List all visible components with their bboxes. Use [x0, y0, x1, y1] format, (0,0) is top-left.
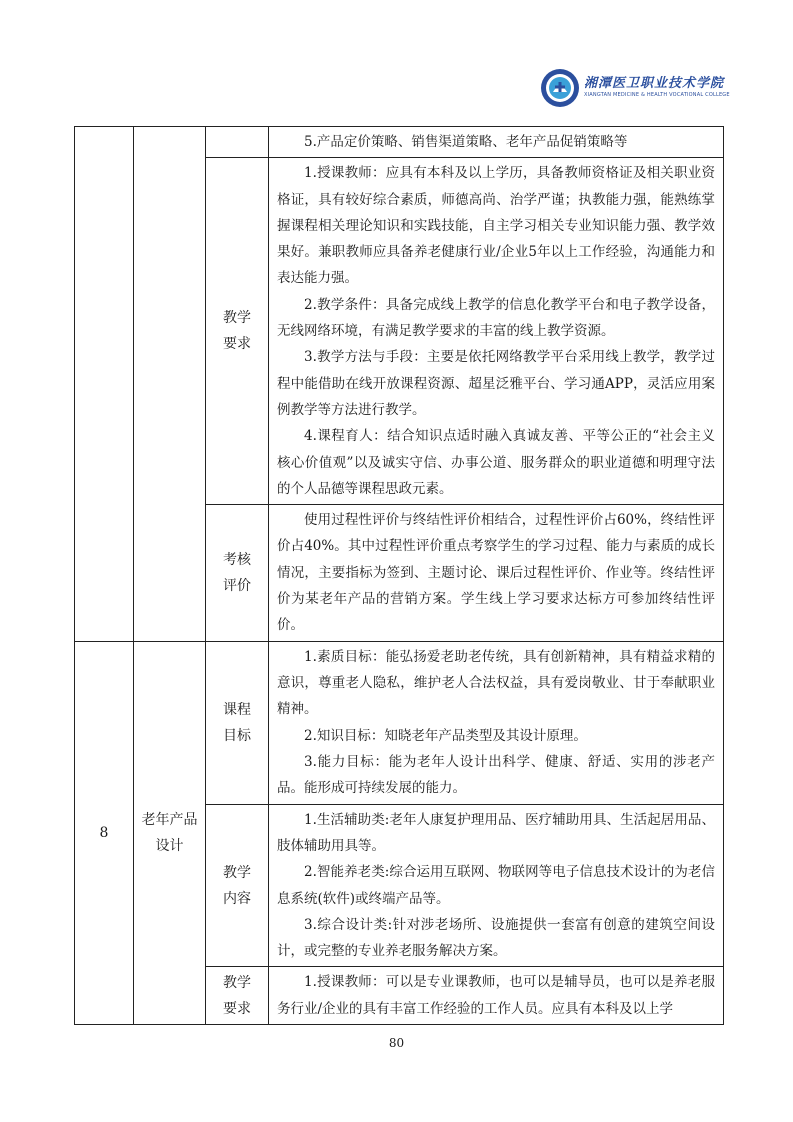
paragraph: 1.生活辅助类:老年人康复护理用品、医疗辅助用具、生活起居用品、肢体辅助用具等。	[277, 811, 715, 854]
paragraph: 1.素质目标：能弘扬爱老助老传统，具有创新精神，具有精益求精的意识，尊重老人隐私，维护老人合法权益，具有爱岗敬业、甘于奉献职业精神。	[277, 648, 715, 718]
course-table	[74, 126, 724, 1025]
content-cell	[269, 804, 724, 967]
course-name-cell	[134, 641, 206, 1025]
paragraph: 2.智能养老类:综合运用互联网、物联网等电子信息技术设计的为老信息系统(软件)或终端产品等。	[277, 864, 715, 907]
category-cell	[206, 967, 269, 1025]
category-label: 内容	[223, 890, 251, 907]
course-name: 老年产品	[141, 812, 198, 829]
table-row	[75, 641, 724, 804]
category-cell	[206, 158, 269, 505]
category-label: 课程	[223, 701, 251, 718]
category-label: 教学	[223, 864, 251, 881]
college-emblem-icon	[540, 68, 580, 108]
paragraph: 使用过程性评价与终结性评价相结合，过程性评价占60%，终结性评价占40%。其中过程性评价重点考察学生的学习过程、能力与素质的成长情况，主要指标为签到、主题讨论、课后过程性评价、作业等。终结性评价为某老年产品的营销方案。学生线上学习要求达标方可参加终结性评价。	[277, 512, 715, 634]
paragraph: 3.教学方法与手段：主要是依托网络教学平台采用线上教学，教学过程中能借助在线开放课程资源、超星泛雅平台、学习通APP，灵活应用案例教学等方法进行教学。	[277, 349, 715, 418]
row-number-cell: 8	[75, 641, 134, 1025]
category-label: 评价	[223, 577, 251, 594]
row-number-cell	[75, 127, 134, 642]
course-name: 设计	[155, 838, 184, 855]
paragraph: 2.教学条件：具备完成线上教学的信息化教学平台和电子教学设备，无线网络环境，有满足教学要求的丰富的线上教学资源。	[277, 296, 715, 340]
paragraph: 2.知识目标：知晓老年产品类型及其设计原理。	[304, 727, 587, 744]
content-cell	[269, 158, 724, 505]
category-label: 考核	[223, 551, 251, 568]
logo-subtitle: XIANGTAN MEDICINE & HEALTH VOCATIONAL COLLEGE	[584, 92, 730, 98]
table-row	[75, 127, 724, 158]
course-name-cell	[134, 127, 206, 642]
college-logo	[536, 68, 730, 112]
category-label: 目标	[223, 727, 251, 744]
category-cell	[206, 127, 269, 158]
content-cell	[269, 967, 724, 1025]
content-cell	[269, 505, 724, 641]
paragraph: 3.综合设计类:针对涉老场所、设施提供一套富有创意的建筑空间设计，或完整的专业养老服务解决方案。	[277, 916, 715, 960]
paragraph: 4.课程育人：结合知识点适时融入真诚友善、平等公正的“社会主义核心价值观”以及诚实守信、办事公道、服务群众的职业道德和明理守法的个人品德等课程思政元素。	[277, 428, 715, 497]
paragraph: 3.能力目标：能为老年人设计出科学、健康、舒适、实用的涉老产品。能形成可持续发展的能力。	[277, 753, 715, 797]
category-cell	[206, 641, 269, 804]
category-cell	[206, 804, 269, 967]
category-label: 教学	[223, 974, 251, 991]
paragraph: 1.授课教师：应具有本科及以上学历，具备教师资格证及相关职业资格证，具有较好综合素质，师德高尚、治学严谨；执教能力强，能熟练掌握课程相关理论知识和实践技能，自主学习相关专业知识能力强、教学效果好。兼职教师应具备养老健康行业/企业5年以上工作经验，沟通能力和表达能力强。	[277, 165, 715, 287]
category-cell	[206, 505, 269, 641]
category-label: 要求	[223, 1000, 251, 1017]
paragraph: 1.授课教师：可以是专业课教师，也可以是辅导员，也可以是养老服务行业/企业的具有丰富工作经验的工作人员。应具有本科及以上学	[277, 974, 715, 1017]
page-number: 80	[388, 1036, 405, 1050]
content-cell	[269, 127, 724, 158]
category-label: 教学	[223, 310, 251, 327]
paragraph: 5.产品定价策略、销售渠道策略、老年产品促销策略等	[304, 134, 628, 150]
category-label: 要求	[223, 336, 251, 353]
logo-title: 湘潭医卫职业技术学院	[584, 76, 725, 91]
content-cell	[269, 641, 724, 804]
